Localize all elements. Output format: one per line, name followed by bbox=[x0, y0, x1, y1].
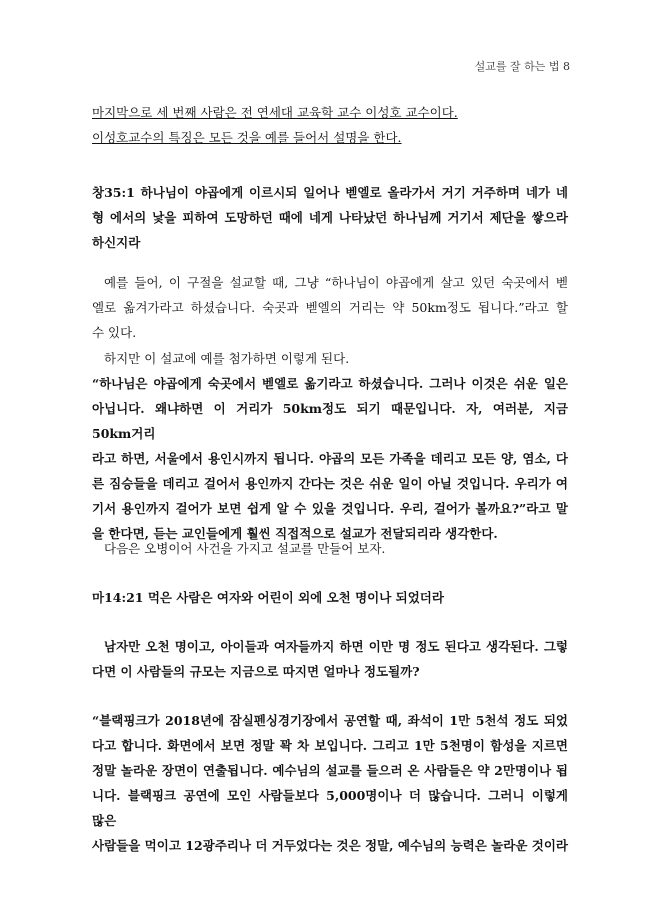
crowd-size-paragraph bbox=[92, 634, 568, 684]
paragraph-line: 하지만 이 설교에 예를 첨가하면 이렇게 된다. bbox=[104, 351, 350, 366]
intro-paragraph bbox=[92, 100, 568, 150]
next-example-paragraph bbox=[92, 536, 568, 561]
quote-jacob-sermon bbox=[92, 371, 568, 546]
verse-genesis-35-1 bbox=[92, 180, 568, 255]
intro-line: 마지막으로 세 번째 사람은 전 연세대 교육학 교수 이성호 교수이다. bbox=[92, 105, 458, 120]
quote-line: 라고 하면, 서울에서 용인시까지 됩니다. 야곱의 모든 가족을 데리고 모든 양, 염소, 다 bbox=[92, 451, 568, 466]
paragraph-line: 엘로 옮겨가라고 하셨습니다. 숙곳과 벧엘의 거리는 약 50km정도 됩니다.”라고 할 bbox=[92, 300, 568, 315]
quote-line: 니다. 블랙핑크 공연에 모인 사람들보다 5,000명이나 더 많습니다. 그러니 이렇게 많은 bbox=[92, 788, 568, 828]
paragraph-line: 다면 이 사람들의 규모는 지금으로 따지면 얼마나 정도될까? bbox=[92, 664, 420, 679]
verse-line: 하신지라 bbox=[92, 235, 141, 250]
verse-line: 마14:21 먹은 사람은 여자와 어린이 외에 오천 명이나 되었더라 bbox=[92, 590, 444, 605]
quote-line: 사람들을 먹이고 12광주리나 더 거두었다는 것은 정말, 예수님의 능력은 놀라운 것이라 bbox=[92, 838, 568, 853]
quote-line: 아닙니다. 왜냐하면 이 거리가 50km정도 되기 때문입니다. 자, 여러분, 지금 50km거리 bbox=[92, 401, 568, 441]
quote-line: 다고 합니다. 화면에서 보면 정말 꽉 차 보입니다. 그리고 1만 5천명이 함성을 지르면 bbox=[92, 738, 568, 753]
example-paragraph bbox=[92, 270, 568, 345]
quote-line: 른 짐승들을 데리고 걸어서 용인까지 간다는 것은 쉬운 일이 아닐 것입니다. 우리가 여 bbox=[92, 476, 568, 491]
intro-line: 이성호교수의 특징은 모든 것을 예를 들어서 설명을 한다. bbox=[92, 130, 402, 145]
quote-line: 기서 용인까지 걸어가 보면 쉽게 알 수 있을 것입니다. 우리, 걸어가 볼까요?”라고 말 bbox=[92, 501, 568, 516]
quote-blackpink-sermon bbox=[92, 708, 568, 858]
transition-paragraph bbox=[92, 346, 568, 371]
quote-line: 을 한다면, 듣는 교인들에게 훨씬 직접적으로 설교가 전달되리라 생각한다. bbox=[92, 526, 498, 541]
paragraph-line: 예를 들어, 이 구절을 설교할 때, 그냥 “하나님이 야곱에게 살고 있던 숙곳에서 벧 bbox=[104, 275, 568, 290]
verse-matthew-14-21 bbox=[92, 585, 568, 610]
running-header: 설교를 잘 하는 법 8 bbox=[474, 60, 570, 73]
quote-line: 정말 놀라운 장면이 연출됩니다. 예수님의 설교를 들으러 온 사람들은 약 2만명이나 됩 bbox=[92, 763, 568, 778]
verse-line: 형 에서의 낯을 피하여 도망하던 때에 네게 나타났던 하나님께 거기서 제단을 쌓으라 bbox=[92, 210, 568, 225]
quote-line: “하나님은 야곱에게 숙곳에서 벧엘로 옮기라고 하셨습니다. 그러나 이것은 쉬운 일은 bbox=[92, 376, 568, 391]
paragraph-line: 수 있다. bbox=[92, 325, 137, 340]
paragraph-line: 남자만 오천 명이고, 아이들과 여자들까지 하면 이만 명 정도 된다고 생각된다. 그렇 bbox=[104, 639, 568, 654]
quote-line: “블랙핑크가 2018년에 잠실펜싱경기장에서 공연할 때, 좌석이 1만 5천석 정도 되었 bbox=[92, 713, 568, 728]
paragraph-line: 다음은 오병이어 사건을 가지고 설교를 만들어 보자. bbox=[104, 541, 386, 556]
verse-line: 창35:1 하나님이 야곱에게 이르시되 일어나 벧엘로 올라가서 거기 거주하며 네가 네 bbox=[92, 185, 568, 200]
